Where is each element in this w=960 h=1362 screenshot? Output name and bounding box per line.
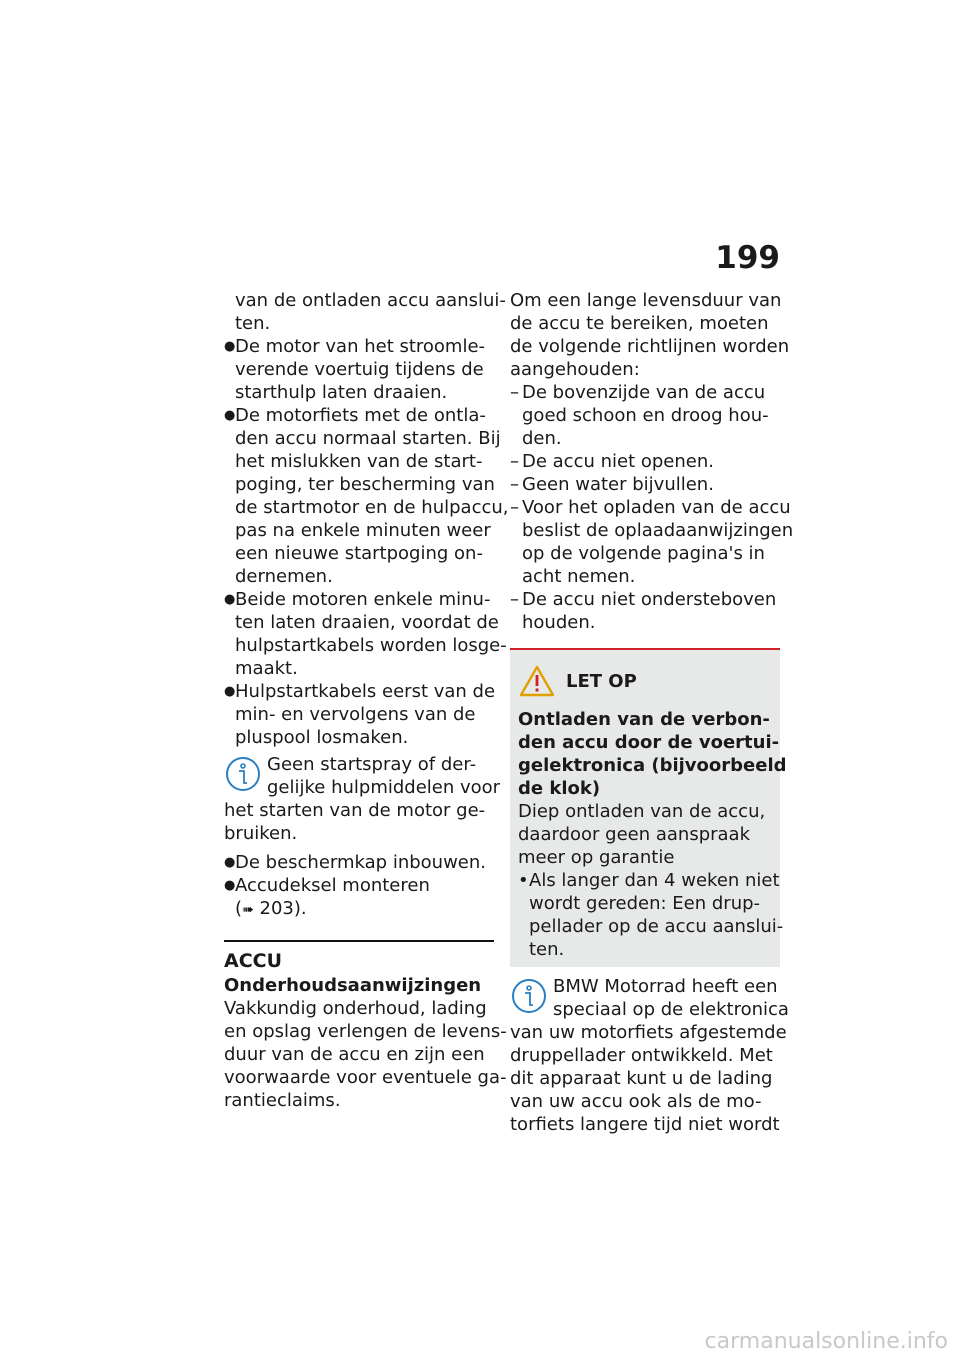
list-item: – De bovenzijde van de accu goed schoon en droog hou- den. [510, 382, 769, 449]
bullet-icon: ● [224, 339, 236, 354]
info-icon [510, 977, 548, 1015]
list-item: ● Hulpstartkabels eerst van de min- en vervolgens van de pluspool losmaken. [224, 681, 496, 748]
page-number: 199 [715, 240, 780, 276]
section-title: ACCU [224, 950, 283, 972]
warning-label: LET OP [566, 670, 637, 692]
watermark: carmanualsonline.info [704, 1329, 948, 1354]
list-item: – Geen water bijvullen. [510, 474, 714, 495]
list-item: ● De motor van het stroomle- verende voertuig tijdens de starthulp laten draaien. [224, 336, 486, 403]
bullet-icon: ● [224, 684, 236, 699]
warning-triangle-icon [518, 664, 556, 698]
continued-text-2: ten. [235, 313, 271, 334]
bullet-icon: ● [224, 855, 236, 870]
list-item: ● De motorfiets met de ontla- den accu normaal starten. Bij het mislukken van de start- poging, ter bescherming van de startmotor en de hulpaccu, pas na enkele minuten weer een nieuwe startpoging on- dernemen. [224, 405, 509, 587]
bullet-icon: ● [224, 592, 236, 607]
bullet-icon: ● [224, 408, 236, 423]
warning-header [518, 664, 772, 698]
list-item: ● Accudeksel monteren (➠ 203). [224, 874, 494, 922]
subheading: Onderhoudsaanwijzingen [224, 975, 482, 996]
bullet-icon: • [518, 870, 529, 891]
list-item: ● De beschermkap inbouwen. [224, 852, 486, 873]
info-note: BMW Motorrad heeft een speciaal op de elektronica van uw motorfiets afgestemde druppellader ontwikkeld. Met dit apparaat kunt u de lading van uw accu ook als de mo- torfiets langere tijd niet wordt [510, 976, 789, 1135]
continued-text-1: van de ontladen accu aanslui- [235, 290, 506, 311]
list-item: – De accu niet openen. [510, 451, 714, 472]
section-divider [224, 940, 494, 942]
page-reference: (➠ 203). [235, 898, 307, 919]
info-icon [224, 755, 262, 793]
list-item: – De accu niet ondersteboven houden. [510, 589, 777, 633]
bullet-icon: ● [224, 878, 236, 893]
left-column: van de ontladen accu aanslui- ten. ● De motor van het stroomle- verende voertuig tijdens de starthulp laten draaien. ● De motorfiets met de ontla- den accu normaal starten. Bij het mislukken van de start- poging, ter bescherming van de startmotor en de hulpaccu, pas na enkele minuten weer een nieuwe startpoging on- dernemen. ● Beide motoren enkele minu- ten laten draaien, voordat de hulpstartkabels worden losge- maakt. ● Hulpstartkabels eerst van de min- en vervolgens van de pluspool losmaken. Geen startspray of der- gelijke hulpmiddelen voor het starten van de motor ge- bruiken. ● De beschermkap inbouwen. ● Accudeksel monteren (➠ 203). ACCU Onderhoudsaanwijzingen Vakkundig onderhoud, lading en opslag verlengen de levens- duur van de accu en zijn een voorwaarde voor eventuele ga- rantieclaims. [224, 290, 509, 1111]
list-item: • Als langer dan 4 weken niet wordt gereden: Een drup- pellader op de accu aanslui- ten. [518, 870, 784, 960]
list-item: ● Beide motoren enkele minu- ten laten draaien, voordat de hulpstartkabels worden losge- maakt. [224, 589, 507, 679]
right-column: Om een lange levensduur van de accu te bereiken, moeten de volgende richtlijnen worden aangehouden: – De bovenzijde van de accu goed schoon en droog hou- den. – De accu niet openen. – Geen water bijvullen. – Voor het opladen van de accu beslist de oplaadaanwijzingen op de volgende pagina's in acht nemen. – De accu niet ondersteboven houden. LET OP Ontladen van de verbon- den accu door de voertui- gelektronica (bijvoorbeeld de klok) Diep ontladen van de accu, daardoor geen aanspraak meer op garantie • Als langer dan 4 weken niet wordt gereden: Een drup- pellader op de accu aanslui- ten. BMW Motorrad heeft een speciaal op de elektronica van uw motorfiets afgestemde druppellader ontwikkeld. Met dit apparaat kunt u de lading van uw accu ook als de mo- torfiets langere tijd niet wordt [510, 290, 794, 1135]
arrow-right-icon: ➠ [242, 902, 254, 918]
info-note: Geen startspray of der- gelijke hulpmiddelen voor het starten van de motor ge- bruiken. [224, 754, 501, 844]
list-item: – Voor het opladen van de accu beslist de oplaadaanwijzingen op de volgende pagina's in acht nemen. [510, 497, 794, 587]
warning-box: LET OP Ontladen van de verbon- den accu door de voertui- gelektronica (bijvoorbeeld de klok) Diep ontladen van de accu, daardoor geen aanspraak meer op garantie • Als langer dan 4 weken niet wordt gereden: Een drup- pellader op de accu aanslui- ten. [510, 648, 780, 967]
